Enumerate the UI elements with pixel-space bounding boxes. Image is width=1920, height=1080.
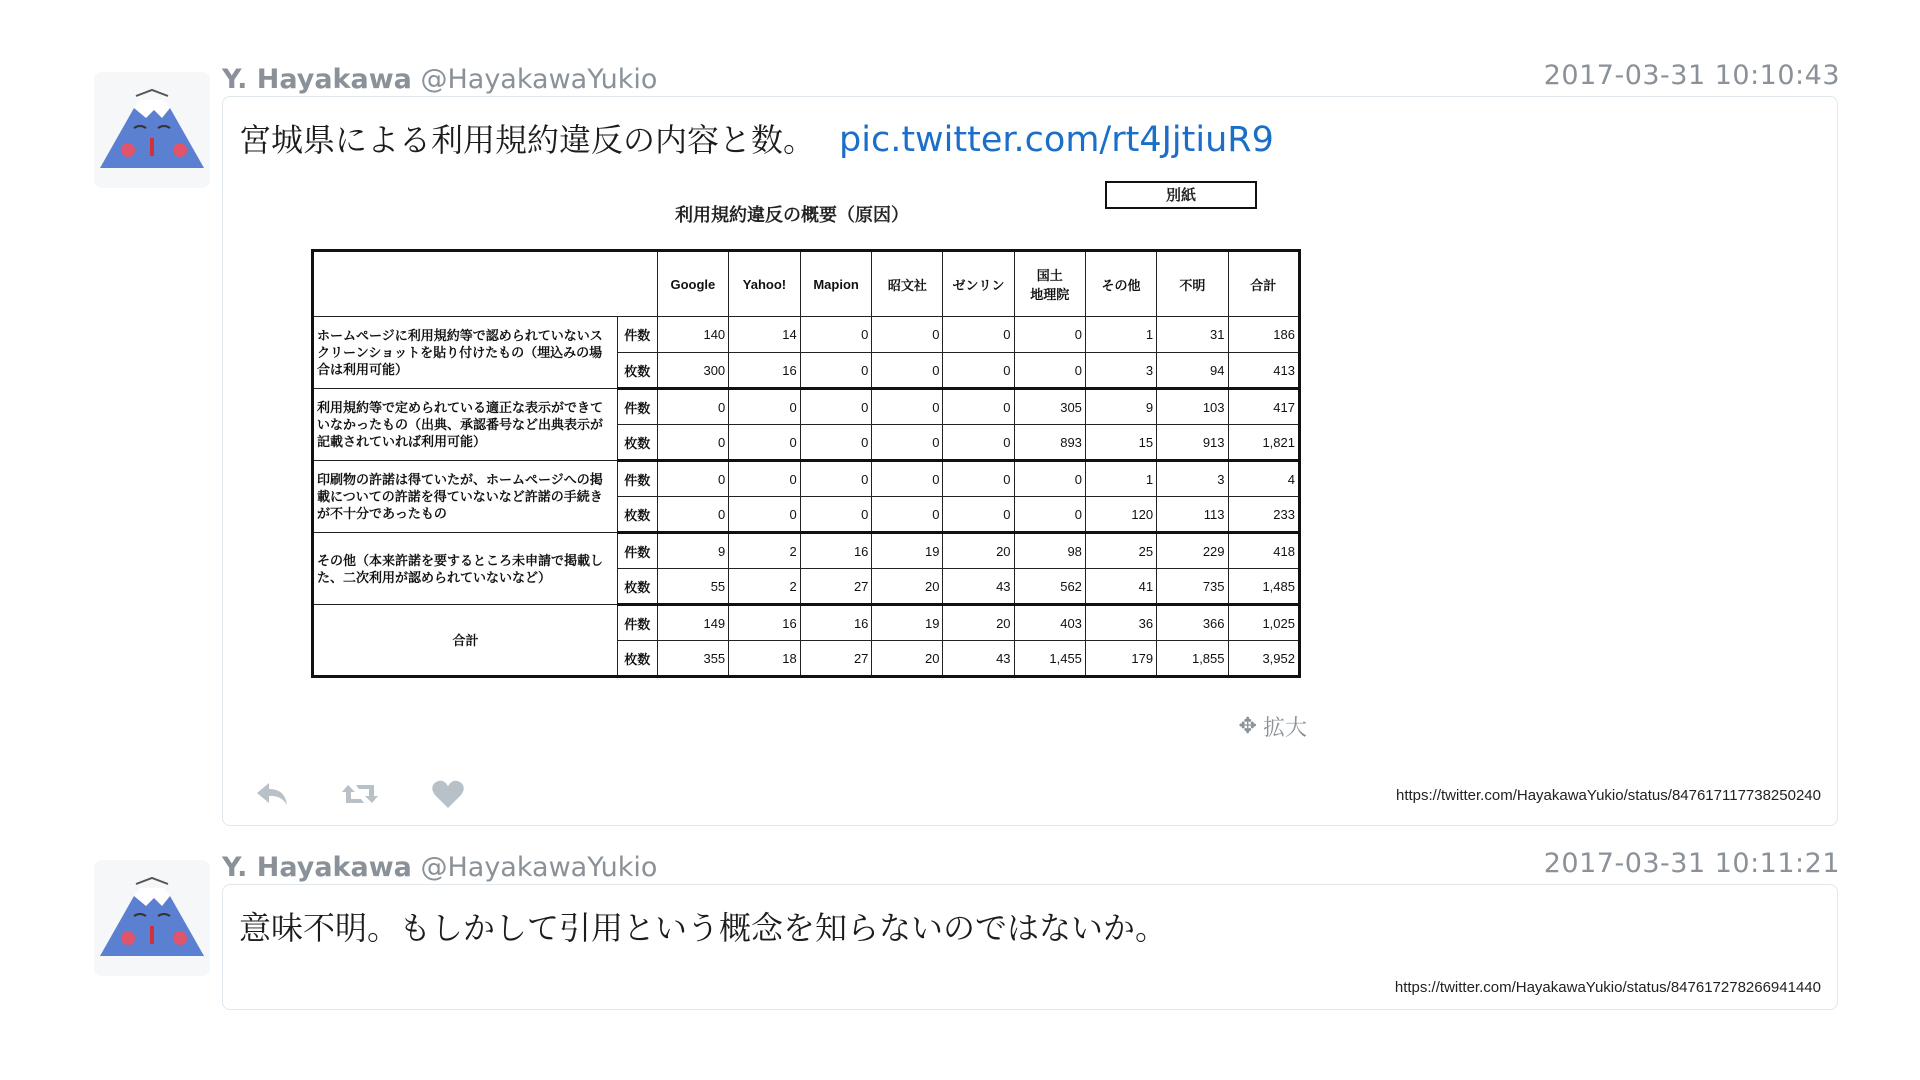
- table-cell: 20: [943, 533, 1014, 569]
- table-cell: 418: [1228, 533, 1299, 569]
- tweet-author[interactable]: [222, 852, 657, 883]
- table-cell: 2: [729, 569, 801, 605]
- table-cell: 1,485: [1228, 569, 1299, 605]
- table-cell: 19: [872, 533, 943, 569]
- table-cell: 3: [1157, 461, 1228, 497]
- row-group-label: 印刷物の許諾は得ていたが、ホームページへの掲載についての許諾を得ていないなど許諾の手続きが不十分であったもの: [313, 461, 618, 533]
- table-cell: 15: [1085, 425, 1156, 461]
- table-cell: 0: [1014, 461, 1085, 497]
- table-cell: 140: [657, 317, 729, 353]
- unit-label: 件数: [617, 389, 657, 425]
- media-link[interactable]: pic.twitter.com/rt4JjtiuR9: [839, 120, 1274, 160]
- tweet-body: 宮城県による利用規約違反の内容と数。: [239, 121, 816, 159]
- table-cell: 94: [1157, 353, 1228, 389]
- table-cell: 98: [1014, 533, 1085, 569]
- unit-label: 件数: [617, 533, 657, 569]
- table-cell: 55: [657, 569, 729, 605]
- table-cell: 0: [729, 461, 801, 497]
- unit-label: 枚数: [617, 353, 657, 389]
- expand-icon: ✥: [1238, 714, 1257, 739]
- table-cell: 0: [800, 353, 872, 389]
- table-cell: 18: [729, 641, 801, 677]
- table-cell: 0: [1014, 497, 1085, 533]
- handle[interactable]: @HayakawaYukio: [420, 852, 658, 883]
- table-cell: 31: [1157, 317, 1228, 353]
- tweet-actions: [253, 777, 467, 811]
- avatar[interactable]: [94, 72, 210, 188]
- retweet-icon[interactable]: [341, 777, 379, 811]
- tweet-image[interactable]: [265, 177, 1301, 737]
- table-cell: 25: [1085, 533, 1156, 569]
- permalink[interactable]: https://twitter.com/HayakawaYukio/status/847617278266941440: [1394, 979, 1821, 996]
- table-cell: 3: [1085, 353, 1156, 389]
- tweet-card: [222, 96, 1838, 826]
- table-cell: 186: [1228, 317, 1299, 353]
- table-cell: 0: [657, 461, 729, 497]
- table-cell: 300: [657, 353, 729, 389]
- image-title: 利用規約違反の概要（原因）: [675, 205, 909, 226]
- table-cell: 413: [1228, 353, 1299, 389]
- table-cell: 0: [800, 461, 872, 497]
- table-cell: 0: [1014, 353, 1085, 389]
- table-cell: 0: [943, 425, 1014, 461]
- table-row: [313, 317, 1300, 353]
- table-cell: 1,821: [1228, 425, 1299, 461]
- table-cell: 366: [1157, 605, 1228, 641]
- unit-label: 件数: [617, 461, 657, 497]
- table-cell: 0: [729, 425, 801, 461]
- table-cell: 20: [872, 569, 943, 605]
- row-group-label: ホームページに利用規約等で認められていないスクリーンショットを貼り付けたもの（埋込みの場合は利用可能）: [313, 317, 618, 389]
- table-cell: 36: [1085, 605, 1156, 641]
- unit-label: 枚数: [617, 641, 657, 677]
- table-cell: 0: [657, 389, 729, 425]
- column-header: 昭文社: [872, 251, 943, 317]
- table-cell: 0: [872, 353, 943, 389]
- table-cell: 0: [729, 389, 801, 425]
- table-cell: 0: [800, 317, 872, 353]
- table-cell: 1: [1085, 461, 1156, 497]
- unit-label: 枚数: [617, 425, 657, 461]
- table-cell: 16: [800, 533, 872, 569]
- tweet-text: [239, 903, 1167, 949]
- table-cell: 27: [800, 569, 872, 605]
- unit-label: 件数: [617, 317, 657, 353]
- table-cell: 0: [657, 497, 729, 533]
- table-header-row: [313, 251, 1300, 317]
- table-cell: 0: [943, 317, 1014, 353]
- tweet-author[interactable]: [222, 64, 657, 95]
- table-cell: 3,952: [1228, 641, 1299, 677]
- table-cell: 562: [1014, 569, 1085, 605]
- column-header: 国土 地理院: [1014, 251, 1085, 317]
- row-group-label: 利用規約等で定められている適正な表示ができていなかったもの（出典、承認番号など出典表示が記載されていれば利用可能）: [313, 389, 618, 461]
- column-header: その他: [1085, 251, 1156, 317]
- tweet-card: [222, 884, 1838, 1010]
- row-group-label: その他（本来許諾を要するところ未申請で掲載した、二次利用が認められていないなど）: [313, 533, 618, 605]
- table-cell: 149: [657, 605, 729, 641]
- violation-table: [311, 249, 1301, 678]
- avatar[interactable]: [94, 860, 210, 976]
- table-cell: 16: [729, 605, 801, 641]
- expand-label: 拡大: [1262, 716, 1307, 741]
- table-cell: 355: [657, 641, 729, 677]
- display-name[interactable]: Y. Hayakawa: [222, 64, 412, 95]
- tweet-body: 意味不明。もしかして引用という概念を知らないのではないか。: [239, 909, 1168, 947]
- timestamp[interactable]: 2017-03-31 10:10:43: [1543, 60, 1840, 91]
- table-cell: 0: [872, 317, 943, 353]
- table-cell: 0: [943, 353, 1014, 389]
- table-cell: 913: [1157, 425, 1228, 461]
- table-cell: 1: [1085, 317, 1156, 353]
- table-cell: 9: [1085, 389, 1156, 425]
- table-cell: 229: [1157, 533, 1228, 569]
- table-cell: 0: [872, 461, 943, 497]
- column-header: Google: [657, 251, 729, 317]
- unit-label: 枚数: [617, 569, 657, 605]
- column-header: ゼンリン: [943, 251, 1014, 317]
- table-cell: 20: [872, 641, 943, 677]
- table-row: [313, 533, 1300, 569]
- tweet-text: [239, 115, 1274, 161]
- table-cell: 0: [800, 425, 872, 461]
- table-cell: 120: [1085, 497, 1156, 533]
- table-cell: 233: [1228, 497, 1299, 533]
- column-header: Yahoo!: [729, 251, 801, 317]
- table-row: [313, 461, 1300, 497]
- table-cell: 0: [872, 389, 943, 425]
- table-cell: 0: [800, 389, 872, 425]
- table-cell: 2: [729, 533, 801, 569]
- table-cell: 417: [1228, 389, 1299, 425]
- table-cell: 0: [729, 497, 801, 533]
- table-cell: 0: [657, 425, 729, 461]
- table-cell: 1,025: [1228, 605, 1299, 641]
- table-cell: 20: [943, 605, 1014, 641]
- table-cell: 0: [943, 461, 1014, 497]
- table-cell: 403: [1014, 605, 1085, 641]
- table-cell: 103: [1157, 389, 1228, 425]
- mountain-face-icon: [94, 72, 210, 188]
- heart-icon[interactable]: [429, 777, 467, 811]
- table-cell: 0: [1014, 317, 1085, 353]
- expand-button[interactable]: [1239, 711, 1307, 742]
- table-cell: 893: [1014, 425, 1085, 461]
- column-header: 合計: [1228, 251, 1299, 317]
- table-cell: 4: [1228, 461, 1299, 497]
- column-header: Mapion: [800, 251, 872, 317]
- table-cell: 305: [1014, 389, 1085, 425]
- attachment-label: 別紙: [1105, 181, 1257, 209]
- table-cell: 0: [943, 497, 1014, 533]
- table-cell: 735: [1157, 569, 1228, 605]
- table-cell: 16: [800, 605, 872, 641]
- table-cell: 43: [943, 569, 1014, 605]
- table-cell: 14: [729, 317, 801, 353]
- table-cell: 43: [943, 641, 1014, 677]
- row-group-label: 合計: [313, 605, 618, 677]
- table-cell: 9: [657, 533, 729, 569]
- table-cell: 0: [872, 425, 943, 461]
- table-row: [313, 389, 1300, 425]
- table-cell: 113: [1157, 497, 1228, 533]
- table-cell: 0: [872, 497, 943, 533]
- table-cell: 1,455: [1014, 641, 1085, 677]
- timestamp[interactable]: 2017-03-31 10:11:21: [1543, 848, 1840, 879]
- unit-label: 枚数: [617, 497, 657, 533]
- header-corner: [313, 251, 658, 317]
- mountain-face-icon: [94, 860, 210, 976]
- reply-icon[interactable]: [253, 777, 291, 811]
- table-cell: 19: [872, 605, 943, 641]
- table-cell: 1,855: [1157, 641, 1228, 677]
- table-cell: 16: [729, 353, 801, 389]
- handle[interactable]: @HayakawaYukio: [420, 64, 658, 95]
- display-name[interactable]: Y. Hayakawa: [222, 852, 412, 883]
- table-row: [313, 605, 1300, 641]
- table-cell: 41: [1085, 569, 1156, 605]
- table-cell: 27: [800, 641, 872, 677]
- column-header: 不明: [1157, 251, 1228, 317]
- table-cell: 0: [800, 497, 872, 533]
- table-cell: 179: [1085, 641, 1156, 677]
- unit-label: 件数: [617, 605, 657, 641]
- permalink[interactable]: https://twitter.com/HayakawaYukio/status/847617117738250240: [1395, 787, 1821, 804]
- table-cell: 0: [943, 389, 1014, 425]
